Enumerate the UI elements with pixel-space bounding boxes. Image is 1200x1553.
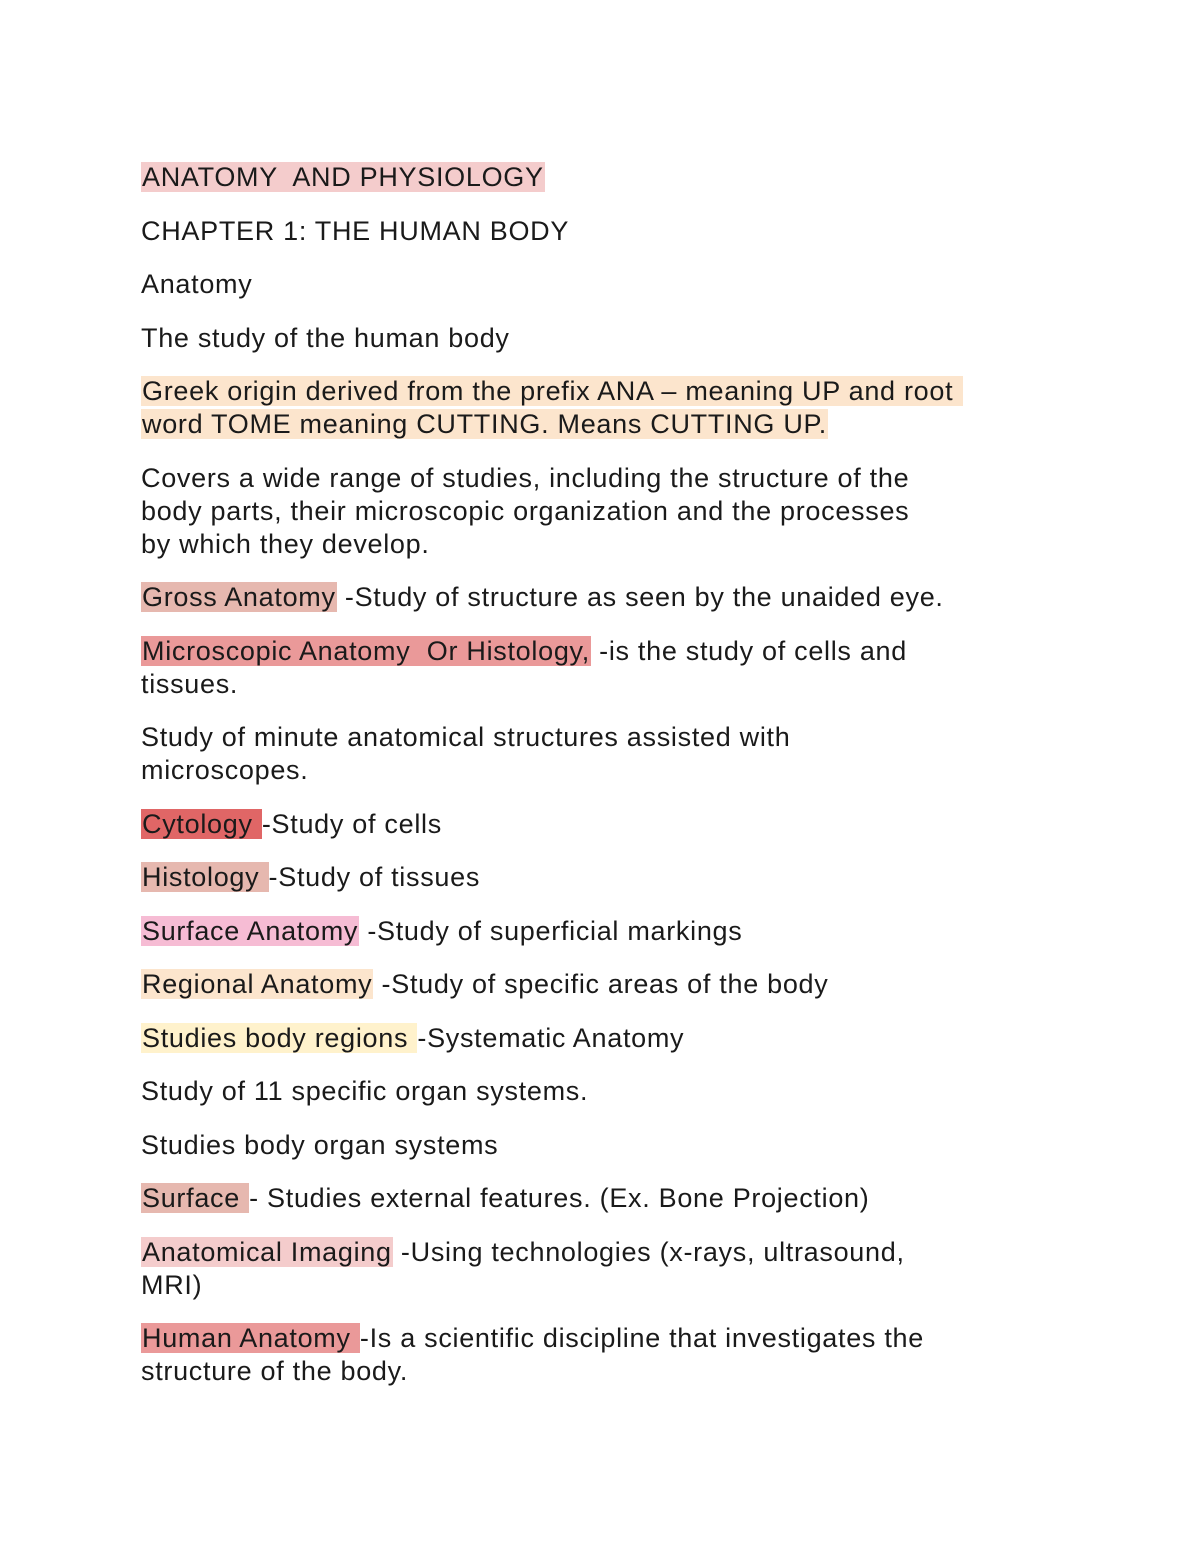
- text-line: [141, 861, 1081, 894]
- text-line: [141, 528, 1081, 561]
- body-text: tissues.: [141, 668, 239, 699]
- document-title: [141, 161, 1081, 194]
- gross-anatomy-term: [141, 581, 1081, 614]
- organ-systems-paragraph: [141, 1075, 1081, 1108]
- text-line: [141, 668, 1081, 701]
- body-text: body parts, their microscopic organization and the processes: [141, 495, 910, 526]
- highlighted-term: Human Anatomy: [142, 1323, 359, 1353]
- highlighted-term: Surface Anatomy: [142, 915, 359, 946]
- text-line: [141, 322, 1081, 355]
- text-line: [141, 581, 1081, 614]
- text-line: [141, 375, 1081, 408]
- systematic-anatomy-term: [141, 1022, 1081, 1055]
- text-line: [141, 968, 1081, 1001]
- text-line: [141, 721, 1081, 754]
- section-heading-anatomy: [141, 268, 1081, 301]
- cytology-term: [141, 808, 1081, 841]
- body-text: -Study of cells: [261, 808, 442, 839]
- text-line: [141, 1022, 1081, 1055]
- body-text: -Study of specific areas of the body: [373, 969, 829, 999]
- body-text: CHAPTER 1: THE HUMAN BODY: [141, 215, 570, 246]
- body-text: -is the study of cells and: [590, 635, 907, 666]
- definition-paragraph: [141, 322, 1081, 355]
- highlighted-term: Cytology: [142, 808, 261, 839]
- surface-anatomy-term: [141, 915, 1081, 948]
- text-line: [141, 1269, 1081, 1302]
- highlighted-term: Regional Anatomy: [142, 969, 373, 999]
- regional-anatomy-term: [141, 968, 1081, 1001]
- etymology-paragraph: [141, 375, 1081, 441]
- text-line: [141, 268, 1081, 301]
- highlighted-term: Anatomical Imaging: [142, 1236, 392, 1267]
- text-line: [141, 1236, 1081, 1269]
- text-line: [141, 1129, 1081, 1162]
- text-line: [141, 1322, 1081, 1355]
- document-page: [141, 161, 1081, 1409]
- text-line: [141, 808, 1081, 841]
- body-text: - Studies external features. (Ex. Bone Projection): [249, 1183, 870, 1213]
- highlighted-term: Histology: [142, 862, 268, 892]
- text-line: [141, 462, 1081, 495]
- highlighted-term: Gross Anatomy: [142, 582, 336, 612]
- body-text: Study of 11 specific organ systems.: [141, 1076, 589, 1106]
- body-text: Covers a wide range of studies, including the structure of the: [141, 462, 910, 493]
- body-text: -Using technologies (x-rays, ultrasound,: [392, 1236, 905, 1267]
- scope-paragraph: [141, 462, 1081, 561]
- histology-term: [141, 861, 1081, 894]
- highlighted-term: Studies body regions: [142, 1022, 417, 1053]
- body-organ-systems-paragraph: [141, 1129, 1081, 1162]
- highlighted-term: Microscopic Anatomy Or Histology,: [142, 635, 590, 666]
- body-text: Studies body organ systems: [141, 1129, 499, 1160]
- text-line: [141, 161, 1081, 194]
- body-text: Anatomy: [141, 269, 253, 299]
- text-line: [141, 635, 1081, 668]
- chapter-heading: [141, 215, 1081, 248]
- body-text: The study of the human body: [141, 322, 510, 353]
- text-line: [141, 1075, 1081, 1108]
- minute-structures-paragraph: [141, 721, 1081, 787]
- body-text: -Study of structure as seen by the unaided eye.: [336, 582, 944, 612]
- surface-term: [141, 1182, 1081, 1215]
- text-line: [141, 408, 1081, 441]
- body-text: -Systematic Anatomy: [417, 1022, 685, 1053]
- body-text: -Study of tissues: [268, 862, 481, 892]
- anatomical-imaging-term: [141, 1236, 1081, 1302]
- highlighted-term: ANATOMY AND PHYSIOLOGY: [142, 162, 544, 192]
- text-line: [141, 754, 1081, 787]
- body-text: MRI): [141, 1269, 203, 1300]
- body-text: structure of the body.: [141, 1356, 409, 1386]
- highlighted-term: Surface: [142, 1183, 249, 1213]
- microscopic-anatomy-term: [141, 635, 1081, 701]
- text-line: [141, 495, 1081, 528]
- body-text: Study of minute anatomical structures assisted with: [141, 722, 791, 752]
- text-line: [141, 1182, 1081, 1215]
- body-text: -Is a scientific discipline that investigates the: [359, 1323, 924, 1353]
- body-text: -Study of superficial markings: [359, 915, 743, 946]
- body-text: by which they develop.: [141, 528, 430, 559]
- highlighted-term: word TOME meaning CUTTING. Means CUTTING UP.: [142, 409, 827, 439]
- text-line: [141, 1355, 1081, 1388]
- text-line: [141, 215, 1081, 248]
- body-text: microscopes.: [141, 755, 309, 785]
- text-line: [141, 915, 1081, 948]
- highlighted-term: Greek origin derived from the prefix ANA – meaning UP and root: [142, 376, 962, 406]
- human-anatomy-term: [141, 1322, 1081, 1388]
